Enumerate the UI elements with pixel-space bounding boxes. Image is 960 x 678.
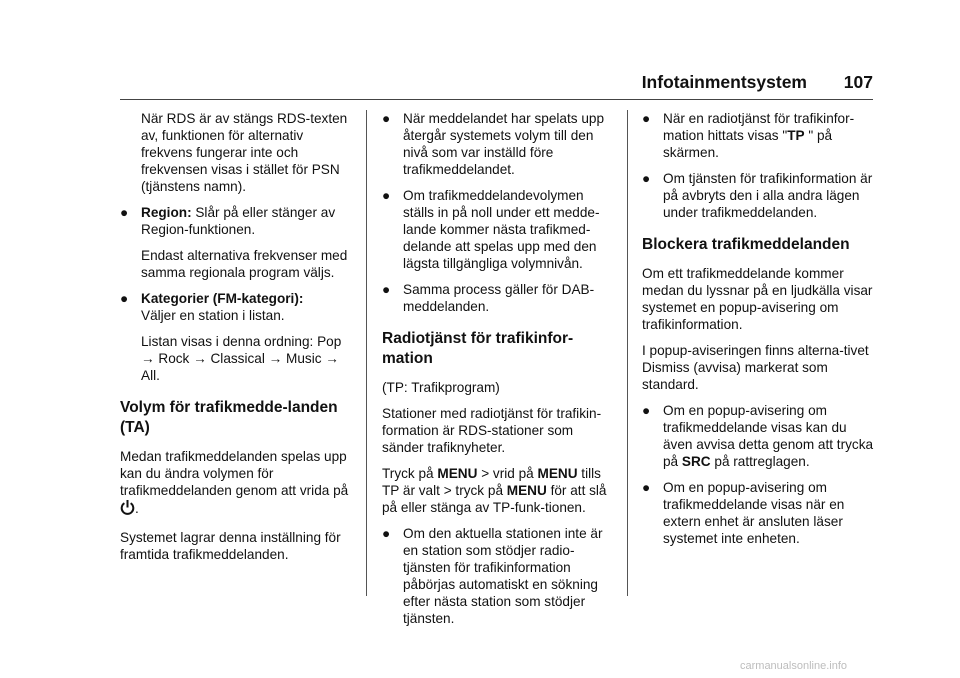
zero-volume-text: Om trafikmeddelandevolymen ställs in på noll under ett medde-lande kommer nästa trafikmed-delande att spelas upp med den lägsta tillgängliga volymnivån. (403, 188, 600, 271)
region-text: Slår på eller stänger av Region-funktionen. (141, 205, 336, 237)
categories-label: Kategorier (FM-kategori): (141, 291, 304, 306)
power-icon (120, 499, 135, 520)
tp-instr-c: tills TP är valt > tryck på (382, 466, 601, 498)
bullet-src-dismiss (642, 402, 875, 470)
tp-instr-b: > vrid på (477, 466, 538, 481)
popup-paragraph: Om ett trafikmeddelande kommer medan du lyssnar på en ljudkälla visar systemet en popup-avisering om trafikinformation. (642, 266, 873, 332)
tp-stations-paragraph: Stationer med radiotjänst för trafikin-formation är RDS-stationer som sänder trafiknyheter. (382, 406, 602, 455)
column-divider-2 (627, 110, 628, 596)
dismiss-paragraph: I popup-aviseringen finns alterna-tivet Dismiss (avvisa) markerat som standard. (642, 343, 869, 392)
page-header (600, 72, 873, 98)
bullet-categories (120, 290, 352, 324)
heading-block-ta: Blockera trafikmeddelanden (642, 236, 850, 253)
categories-order: Listan visas i denna ordning: Pop → Rock → Classical → Music → All. (141, 334, 342, 383)
region-detail: Endast alternativa frekvenser med samma regionala program väljs. (141, 248, 348, 280)
bullet-external-device (642, 479, 875, 547)
bullet-tp-interrupt (642, 170, 875, 221)
src-dismiss-b: på rattreglagen. (710, 454, 810, 469)
auto-search-text: Om den aktuella stationen inte är en station som stödjer radio-tjänsten för trafikinformation påbörjas automatiskt en sökning efter nästa station som stödjer tjänsten. (403, 526, 603, 626)
column-2 (382, 110, 614, 636)
heading-ta-volume: Volym för trafikmedde-landen (TA) (120, 399, 338, 436)
tp-indicator: TP (787, 128, 805, 143)
bullet-zero-volume (382, 187, 614, 272)
menu-key-1: MENU (437, 466, 478, 481)
header-title: Infotainmentsystem (641, 72, 807, 92)
tp-found-a: När en radiotjänst för trafikinfor-mation hittats visas " (663, 111, 855, 143)
tp-instr-a: Tryck på (382, 466, 438, 481)
bullet-mark: ● (382, 282, 391, 297)
tp-instructions (382, 465, 614, 516)
bullet-auto-search (382, 525, 614, 627)
rds-off-paragraph: När RDS är av stängs RDS-texten av, funktionen för alternativ frekvens fungerar inte och frekvensen visas i stället för PSN (tjänstens namn). (141, 111, 348, 194)
bullet-mark: ● (642, 480, 651, 495)
page-number: 107 (843, 72, 873, 92)
bullet-mark: ● (382, 111, 391, 126)
ta-volume-end: . (135, 501, 139, 516)
src-dismiss-a: Om en popup-avisering om trafikmeddelande visas kan du även avvisa detta genom att trycka på (663, 403, 874, 469)
column-3 (642, 110, 875, 556)
tp-interrupt-text: Om tjänsten för trafikinformation är på avbryts den i alla andra lägen under trafikmeddelanden. (663, 171, 873, 220)
watermark: carmanualsonline.info (740, 660, 848, 672)
bullet-mark: ● (642, 403, 651, 418)
bullet-mark: ● (642, 171, 651, 186)
tp-found-b: " på skärmen. (663, 128, 833, 160)
heading-tp-service: Radiotjänst för trafikinfor-mation (382, 330, 574, 367)
bullet-region (120, 204, 352, 238)
src-key: SRC (681, 454, 711, 469)
ta-volume-text: Medan trafikmeddelanden spelas upp kan du ändra volymen för trafikmeddelanden genom att vrida på (120, 449, 349, 498)
column-divider-1 (366, 110, 367, 596)
tp-instr-d: för att slå på eller stänga av TP-funk-tionen. (382, 483, 607, 515)
menu-key-2: MENU (537, 466, 578, 481)
bullet-mark: ● (642, 111, 651, 126)
bullet-mark: ● (382, 526, 391, 541)
header-rule (120, 99, 873, 100)
tp-abbrev: (TP: Trafikprogram) (382, 380, 500, 395)
volume-restore-text: När meddelandet har spelats upp återgår systemets volym till den nivå som var inställd före trafikmeddelandet. (403, 111, 605, 177)
bullet-mark: ● (120, 205, 129, 220)
ta-storage-paragraph: Systemet lagrar denna inställning för framtida trafikmeddelanden. (120, 530, 341, 562)
categories-text: Väljer en station i listan. (141, 308, 285, 323)
external-device-text: Om en popup-avisering om trafikmeddelande visas när en extern enhet är ansluten läser systemet inte enheten. (663, 480, 845, 546)
bullet-mark: ● (120, 291, 129, 306)
menu-key-3: MENU (506, 483, 547, 498)
region-label: Region: (141, 205, 192, 220)
bullet-volume-restore (382, 110, 614, 178)
column-1 (120, 110, 352, 572)
bullet-dab (382, 281, 614, 315)
dab-text: Samma process gäller för DAB-meddelanden. (403, 282, 595, 314)
ta-volume-paragraph (120, 448, 352, 520)
bullet-mark: ● (382, 188, 391, 203)
bullet-tp-found (642, 110, 875, 161)
